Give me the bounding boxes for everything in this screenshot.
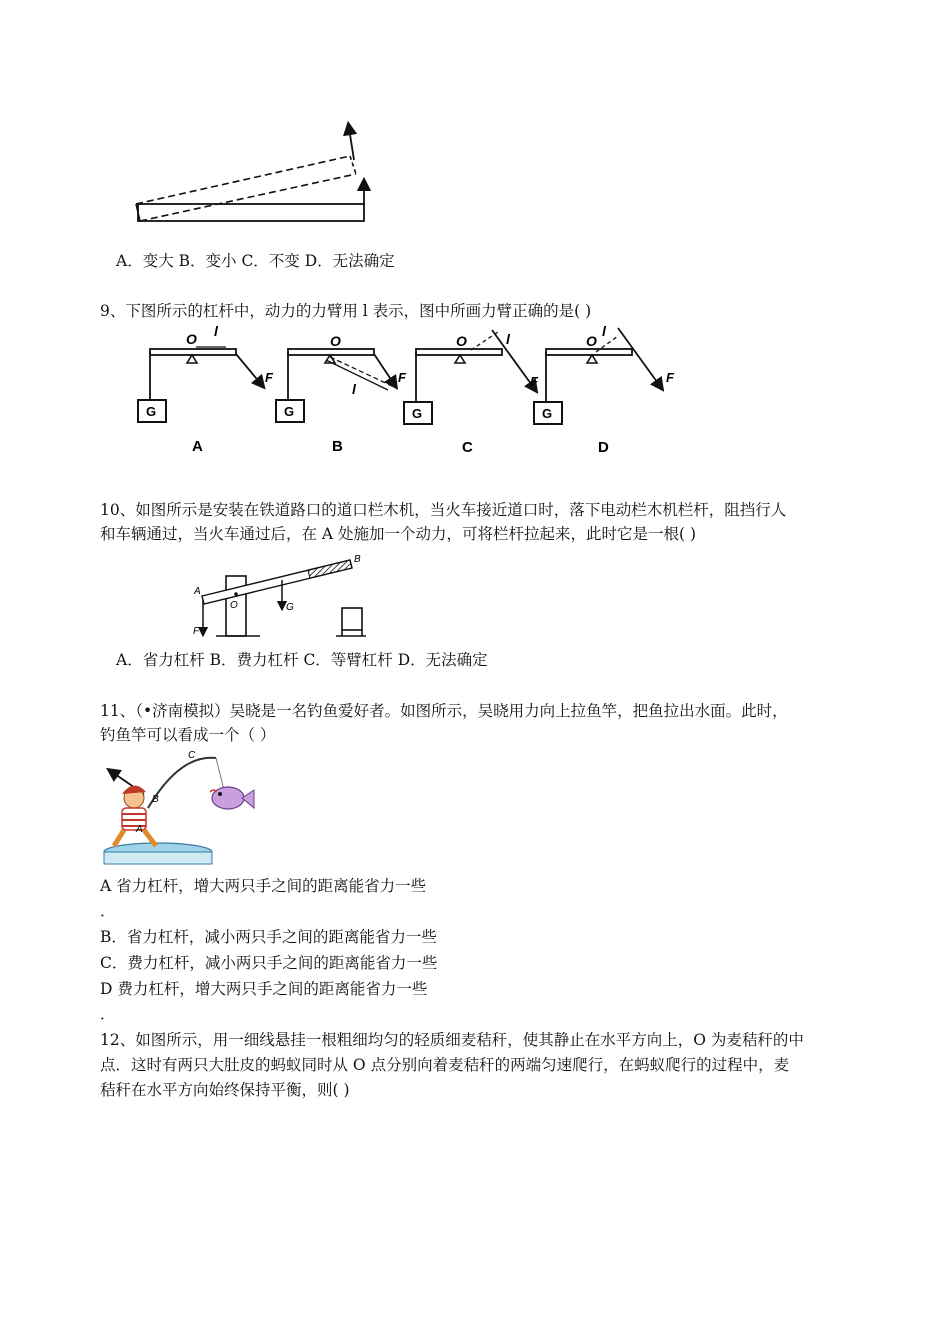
q12-line3: 秸秆在水平方向始终保持平衡，则( )	[100, 1081, 350, 1099]
fishing-illustration	[100, 748, 260, 870]
svg-text:B: B	[152, 794, 159, 805]
svg-text:O: O	[230, 600, 238, 611]
railway-barrier-figure	[190, 548, 380, 648]
q11-option-a-dot: ．	[100, 902, 116, 920]
svg-text:B: B	[354, 554, 361, 565]
svg-text:O: O	[186, 331, 197, 347]
q10-stem-line1: 10、如图所示是安装在铁道路口的道口栏木机，当火车接近道口时，落下电动栏木机栏杆，阻挡行人	[100, 501, 787, 519]
svg-text:l: l	[352, 381, 356, 397]
svg-text:O: O	[586, 333, 597, 349]
svg-text:G: G	[542, 406, 553, 421]
q11-option-d-dot: ．	[100, 1005, 116, 1023]
lever-rotation-figure	[128, 120, 378, 234]
svg-text:F: F	[666, 370, 674, 385]
q12-line2: 点．这时有两只大肚皮的蚂蚁同时从 O 点分别向着麦秸秆的两端匀速爬行，在蚂蚁爬行的过程中，麦	[100, 1056, 790, 1074]
q11-option-b: B．省力杠杆，减小两只手之间的距离能省力一些	[100, 928, 437, 946]
q11-stem-line2: 钓鱼竿可以看成一个（ ）	[100, 726, 276, 744]
svg-text:A: A	[136, 824, 143, 835]
lever-diagram-a	[138, 323, 274, 455]
lever-diagram-b	[276, 333, 407, 455]
q9-stem: 9、下图所示的杠杆中，动力的力臂用 l 表示，图中所画力臂正确的是( )	[100, 302, 592, 320]
svg-text:C: C	[462, 439, 473, 456]
svg-text:G: G	[146, 404, 157, 419]
q11-option-a: A 省力杠杆，增大两只手之间的距离能省力一些	[100, 877, 427, 895]
q12-line1: 12、如图所示，用一细线悬挂一根粗细均匀的轻质细麦秸秆，使其静止在水平方向上，O 为麦秸秆的中	[100, 1031, 804, 1049]
svg-text:l: l	[506, 331, 510, 347]
svg-text:C: C	[188, 750, 196, 761]
q11-option-d: D 费力杠杆，增大两只手之间的距离能省力一些	[100, 980, 428, 998]
lever-diagram-d	[534, 323, 675, 456]
q10-stem-line2: 和车辆通过，当火车通过后，在 A 处施加一个动力，可将栏杆拉起来，此时它是一根( )	[100, 525, 697, 543]
svg-text:D: D	[598, 439, 609, 456]
svg-text:O: O	[330, 333, 341, 349]
q11-option-c: C．费力杠杆，减小两只手之间的距离能省力一些	[100, 954, 438, 972]
q8-options: A．变大 B．变小 C．不变 D．无法确定	[116, 252, 395, 270]
svg-text:O: O	[456, 333, 467, 349]
svg-text:G: G	[286, 602, 294, 613]
svg-text:F: F	[193, 626, 200, 637]
svg-text:G: G	[284, 404, 295, 419]
q10-options: A．省力杠杆 B．费力杠杆 C．等臂杠杆 D．无法确定	[116, 651, 488, 669]
svg-text:F: F	[265, 370, 273, 385]
svg-text:F: F	[398, 370, 406, 385]
q11-stem-line1: 11、（•济南模拟）吴晓是一名钓鱼爱好者。如图所示，吴晓用力向上拉鱼竿，把鱼拉出水面。此时，	[100, 702, 788, 720]
svg-text:l: l	[214, 323, 218, 339]
svg-text:B: B	[332, 438, 343, 455]
svg-text:l: l	[602, 323, 606, 339]
lever-diagram-c	[404, 330, 539, 456]
svg-text:F: F	[530, 374, 538, 389]
q9-lever-figures	[126, 322, 706, 466]
svg-text:A: A	[194, 586, 201, 597]
svg-text:A: A	[192, 438, 203, 455]
svg-text:G: G	[412, 406, 423, 421]
